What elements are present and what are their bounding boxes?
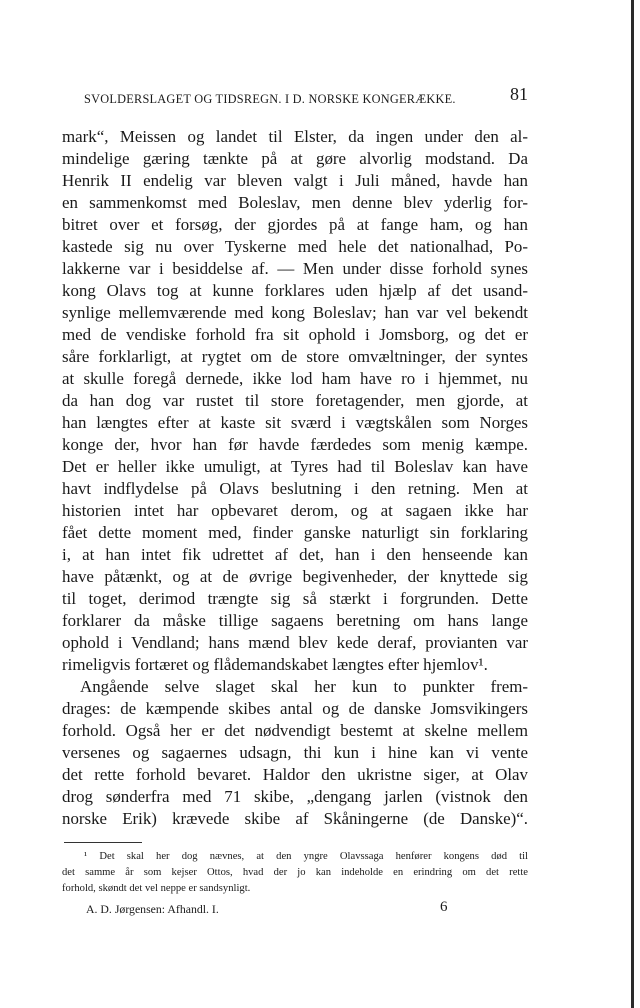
- text-line: såre forklarligt, at rygtet om de store omvæltninger, der syntes: [62, 347, 528, 366]
- text-line: til toget, derimod trængte sig så stærkt i forgrunden. Dette: [62, 589, 528, 608]
- footnote-rule: [64, 842, 142, 843]
- page-number: 81: [510, 84, 528, 104]
- running-head: [62, 84, 528, 110]
- text-line: forhold. Også her er det nødvendigt bestemt at skelne mellem: [62, 721, 528, 740]
- body-text: [62, 126, 528, 830]
- sheet-number: 6: [440, 899, 448, 915]
- text-line: Angående selve slaget skal her kun to punkter frem-: [80, 677, 528, 696]
- book-page: [62, 84, 528, 919]
- text-line: Henrik II endelig var bleven valgt i Juli måned, havde han: [62, 171, 528, 190]
- text-line: konge der, hvor han før havde færdedes som menig kæmpe.: [62, 435, 528, 454]
- text-line: forklarer da måske tillige sagaens beretning om hans lange: [62, 611, 528, 630]
- text-line: med de vendiske forhold fra sit ophold i Jomsborg, og det er: [62, 325, 528, 344]
- text-line: at skulle foregå dernede, ikke lod ham have ro i hjemmet, nu: [62, 369, 528, 388]
- text-line: en sammenkomst med Boleslav, men denne blev yderlig for-: [62, 193, 528, 212]
- text-line: mark“, Meissen og landet til Elster, da ingen under den al-: [62, 127, 528, 146]
- printer-signature: [62, 899, 528, 919]
- text-line: mindelige gæring tænkte på at gøre alvorlig modstand. Da: [62, 149, 528, 168]
- footnote-line: forhold, skøndt det vel neppe er sandsynligt.: [62, 883, 251, 894]
- text-line: det rette forhold bevaret. Haldor den ukristne siger, at Olav: [62, 765, 528, 784]
- text-line: rimeligvis fortæret og flådemandskabet længtes efter hjemlov¹.: [62, 655, 488, 674]
- running-head-title: SVOLDERSLAGET OG TIDSREGN. I D. NORSKE KONGERÆKKE.: [84, 92, 456, 106]
- text-line: bitret over et forsøg, der gjordes på at fange ham, og han: [62, 215, 528, 234]
- text-line: fået dette moment med, finder ganske naturligt sin forklaring: [62, 523, 528, 542]
- text-line: ophold i Vendland; hans mænd blev kede deraf, provianten var: [62, 633, 528, 652]
- footnote-line: ¹ Det skal her dog nævnes, at den yngre Olavssaga henfører kongens død til: [84, 851, 528, 862]
- text-line: kastede sig nu over Tyskerne med hele det nationalhad, Po-: [62, 237, 528, 256]
- text-line: da han dog var rustet til store foretagender, men gjorde, at: [62, 391, 528, 410]
- text-line: Det er heller ikke umuligt, at Tyres had til Boleslav kan have: [62, 457, 528, 476]
- text-line: versenes og sagaernes udsagn, thi kun i hine kan vi vente: [62, 743, 528, 762]
- text-line: lakkerne var i besiddelse af. — Men under disse forhold synes: [62, 259, 528, 278]
- text-line: drog sønderfra med 71 skibe, „dengang jarlen (vistnok den: [62, 787, 528, 806]
- signature-text: A. D. Jørgensen: Afhandl. I.: [86, 902, 219, 916]
- text-line: synlige mellemværende med kong Boleslav; han var vel bekendt: [62, 303, 528, 322]
- text-line: kong Olavs tog at kunne forklares uden hjælp af det usand-: [62, 281, 528, 300]
- text-line: historien intet har opbevaret derom, og at sagaen ikke har: [62, 501, 528, 520]
- text-line: drages: de kæmpende skibes antal og de danske Jomsvikingers: [62, 699, 528, 718]
- text-line: havt indflydelse på Olavs beslutning i den retning. Men at: [62, 479, 528, 498]
- footnote-line: det samme år som kejser Ottos, hvad der jo kan indeholde en erindring om det rette: [62, 867, 528, 878]
- text-line: norske Erik) krævede skibe af Skåningerne (de Danske)“.: [62, 809, 528, 828]
- text-line: have påtænkt, og at de øvrige begivenheder, der knyttede sig: [62, 567, 528, 586]
- page-edge-rule: [631, 0, 634, 1008]
- text-line: han længtes efter at kaste sit sværd i vægtskålen som Norges: [62, 413, 528, 432]
- text-line: i, at han intet fik udrettet af det, han i den henseende kan: [62, 545, 528, 564]
- footnotes: [62, 849, 528, 897]
